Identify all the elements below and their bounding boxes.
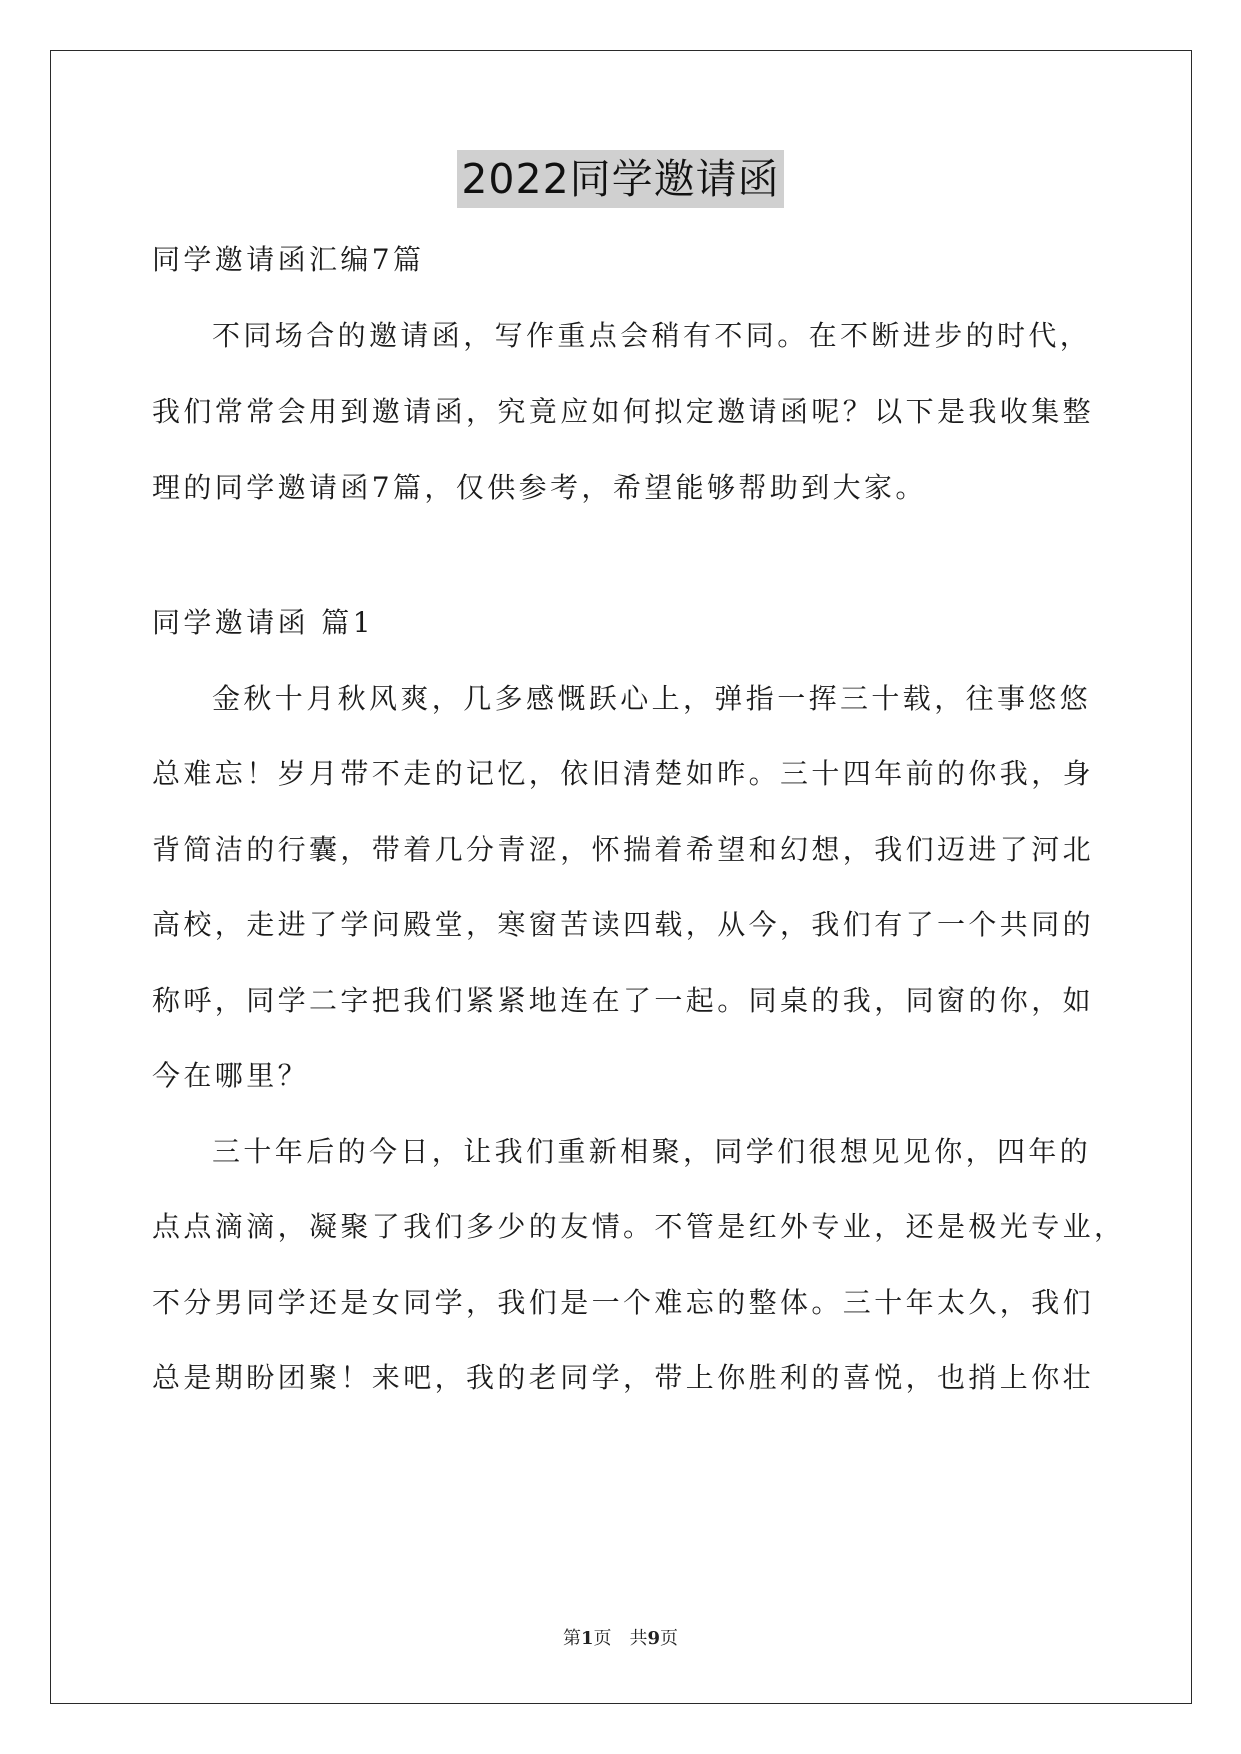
footer-suffix: 页 bbox=[660, 1628, 679, 1649]
paragraph-line: 点点滴滴，凝聚了我们多少的友情。不管是红外专业，还是极光专业， bbox=[152, 1210, 1126, 1243]
page-footer bbox=[0, 1626, 1241, 1652]
paragraph-line: 金秋十月秋风爽，几多感慨跃心上，弹指一挥三十载，往事悠悠 bbox=[212, 682, 1092, 715]
intro-line: 理的同学邀请函7篇，仅供参考，希望能够帮助到大家。 bbox=[152, 471, 927, 504]
footer-prefix: 第 bbox=[562, 1628, 581, 1649]
paragraph-line: 称呼，同学二字把我们紧紧地连在了一起。同桌的我，同窗的你，如 bbox=[152, 984, 1095, 1017]
document-title: 2022同学邀请函 bbox=[457, 150, 783, 208]
footer-page-total: 9 bbox=[647, 1628, 661, 1649]
paragraph-line: 高校，走进了学问殿堂，寒窗苦读四载，从今，我们有了一个共同的 bbox=[152, 908, 1095, 941]
title-container bbox=[0, 150, 1241, 208]
paragraph-line: 不分男同学还是女同学，我们是一个难忘的整体。三十年太久，我们 bbox=[152, 1286, 1095, 1319]
paragraph-line: 背简洁的行囊，带着几分青涩，怀揣着希望和幻想，我们迈进了河北 bbox=[152, 833, 1095, 866]
page-border bbox=[50, 50, 1192, 1704]
footer-page-current: 1 bbox=[580, 1628, 594, 1649]
paragraph-line: 今在哪里？ bbox=[152, 1059, 310, 1092]
paragraph-line: 三十年后的今日，让我们重新相聚，同学们很想见见你，四年的 bbox=[212, 1135, 1092, 1168]
paragraph-line: 总是期盼团聚！来吧，我的老同学，带上你胜利的喜悦，也捎上你壮 bbox=[152, 1361, 1095, 1394]
intro-line: 不同场合的邀请函，写作重点会稍有不同。在不断进步的时代， bbox=[212, 319, 1092, 352]
paragraph-line: 总难忘！岁月带不走的记忆，依旧清楚如昨。三十四年前的你我，身 bbox=[152, 757, 1095, 790]
subtitle: 同学邀请函汇编7篇 bbox=[152, 243, 425, 276]
intro-line: 我们常常会用到邀请函，究竟应如何拟定邀请函呢？以下是我收集整 bbox=[152, 395, 1095, 428]
section-heading: 同学邀请函 篇1 bbox=[152, 606, 374, 639]
footer-mid: 页 共 bbox=[593, 1628, 648, 1649]
